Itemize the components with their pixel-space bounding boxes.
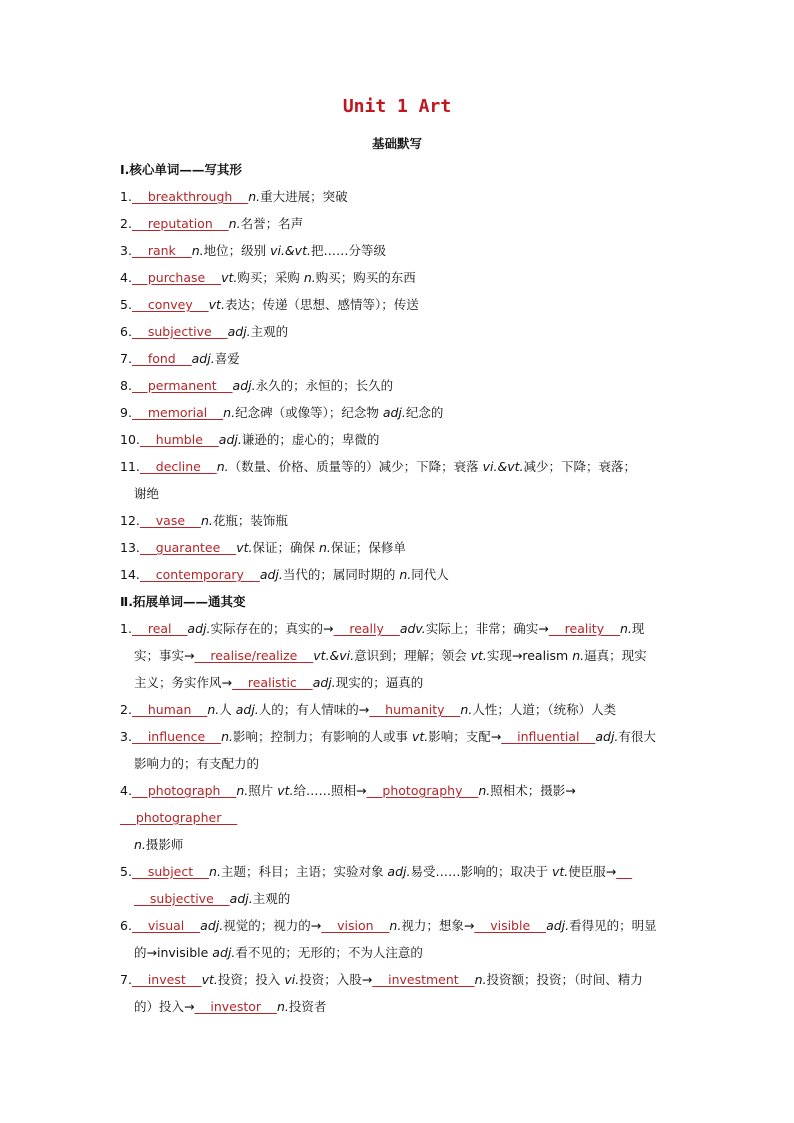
list-item: [120, 426, 680, 453]
part-of-speech: adj.: [546, 918, 570, 933]
definition-text: 影响力的；有支配力的: [134, 756, 260, 771]
list-item: [120, 534, 680, 561]
definition-text: 把……分等级: [310, 243, 386, 258]
item-number: 13.: [120, 540, 140, 555]
definition-text: 实际上；非常；确实→: [425, 621, 549, 636]
continuation-line: [120, 669, 680, 696]
part-of-speech: adj.: [229, 891, 253, 906]
part-of-speech: vi.&vt.: [270, 243, 311, 258]
definition-text: 现实的；逼真的: [335, 675, 424, 690]
definition-text: 同代人: [411, 567, 449, 582]
list-item: [120, 399, 680, 426]
item-number: 1.: [120, 621, 132, 636]
item-number: 14.: [120, 567, 140, 582]
definition-text: 看不见的；无形的；不为人注意的: [235, 945, 423, 960]
definition-text: 减少；下降；衰落；: [523, 459, 637, 474]
definition-text: 投资；入股→: [299, 972, 373, 987]
extended-words-list: [120, 615, 680, 1020]
part-of-speech: adj.: [232, 378, 256, 393]
list-item: [120, 777, 680, 858]
list-item: [120, 966, 680, 1020]
part-of-speech: n.: [223, 405, 236, 420]
definition-text: 人的；有人情味的→: [258, 702, 370, 717]
answer-blank: reputation: [131, 216, 229, 231]
item-number: 1.: [120, 189, 132, 204]
list-item: [120, 210, 680, 237]
answer-blank: subjective: [131, 324, 228, 339]
definition-text: 影响；控制力；有影响的人或事: [233, 729, 412, 744]
answer-blank: humanity: [369, 702, 461, 717]
list-item: [120, 453, 680, 507]
item-number: 3.: [120, 243, 132, 258]
part-of-speech: n.: [460, 702, 473, 717]
answer-blank: [616, 864, 632, 879]
part-of-speech: n.: [303, 270, 316, 285]
list-item: [120, 291, 680, 318]
item-number: 8.: [120, 378, 132, 393]
continuation-line: [120, 642, 680, 669]
answer-blank: memorial: [131, 405, 224, 420]
part-of-speech: adj.: [312, 675, 336, 690]
part-of-speech: n.: [200, 513, 213, 528]
definition-text: 保证；确保: [252, 540, 319, 555]
part-of-speech: vt.: [411, 729, 429, 744]
part-of-speech: n.: [134, 837, 146, 852]
definition-text: 逼真；现实: [584, 648, 647, 663]
part-of-speech: adj.: [259, 567, 283, 582]
definition-text: 照片: [248, 783, 278, 798]
item-number: 11.: [120, 459, 140, 474]
item-number: 6.: [120, 324, 132, 339]
definition-text: 购买；购买的东西: [315, 270, 416, 285]
definition-text: 看得见的；明显: [569, 918, 657, 933]
definition-text: 现: [631, 621, 645, 636]
list-item: [120, 237, 680, 264]
list-item: [120, 345, 680, 372]
part-of-speech: vt.: [277, 783, 294, 798]
answer-blank: real: [131, 621, 188, 636]
definition-text: 给……照相→: [293, 783, 367, 798]
definition-text: 视力；想象→: [401, 918, 475, 933]
definition-text: 投资额；投资；（时间、精力: [486, 972, 643, 987]
definition-text: 易受……影响的；取决于: [410, 864, 552, 879]
answer-blank: fond: [131, 351, 192, 366]
definition-text: 花瓶；装饰瓶: [212, 513, 288, 528]
definition-text: 实；事实→: [134, 648, 195, 663]
part-of-speech: adj.: [595, 729, 619, 744]
definition-text: 人性；人道；（统称）人类: [472, 702, 617, 717]
answer-blank: subject: [131, 864, 210, 879]
definition-text: 主观的: [252, 891, 291, 906]
definition-text: 影响；支配→: [428, 729, 502, 744]
core-words-list: [120, 183, 680, 588]
section-heading-core-words: Ⅰ.核心单词——写其形: [120, 162, 242, 177]
part-of-speech: adj.: [382, 405, 406, 420]
item-number: 4.: [120, 783, 132, 798]
part-of-speech: n.: [318, 540, 331, 555]
definition-text: 谦逊的；虚心的；卑微的: [241, 432, 380, 447]
answer-blank: influential: [501, 729, 596, 744]
list-item: [120, 507, 680, 534]
part-of-speech: n.: [209, 864, 221, 879]
definition-text: 视觉的；视力的→: [223, 918, 322, 933]
definition-text: 实际存在的；真实的→: [210, 621, 334, 636]
definition-text: 照相术；摄影→: [490, 783, 576, 798]
answer-blank: rank: [131, 243, 192, 258]
item-number: 10.: [120, 432, 140, 447]
answer-blank: humble: [139, 432, 219, 447]
part-of-speech: n.: [399, 567, 412, 582]
answer-blank: permanent: [131, 378, 233, 393]
definition-text: 永久的；永恒的；长久的: [255, 378, 394, 393]
list-item: [120, 723, 680, 777]
answer-blank: photographer: [120, 810, 238, 825]
list-item: [120, 615, 680, 696]
definition-text: 购买；采购: [237, 270, 304, 285]
part-of-speech: n.: [248, 189, 261, 204]
list-item: [120, 264, 680, 291]
definition-text: （数量、价格、质量等的）减少；下降；衰落: [228, 459, 483, 474]
part-of-speech: n.: [276, 999, 289, 1014]
list-item: [120, 696, 680, 723]
answer-blank: decline: [139, 459, 217, 474]
item-number: 4.: [120, 270, 132, 285]
part-of-speech: n.: [191, 243, 204, 258]
unit-title: Unit 1 Art: [342, 96, 452, 117]
definition-text: 摄影师: [145, 837, 184, 852]
definition-text: 投资者: [288, 999, 327, 1014]
list-item: [120, 912, 680, 966]
definition-text: 主观的: [250, 324, 289, 339]
part-of-speech: n.: [478, 783, 491, 798]
list-item: [120, 858, 680, 912]
definition-text: 保证；保修单: [330, 540, 406, 555]
definition-text: 重大进展；突破: [260, 189, 348, 204]
item-number: 3.: [120, 729, 132, 744]
part-of-speech: n.: [620, 621, 632, 636]
continuation-line: [120, 993, 680, 1020]
definition-text: 表达；传递（思想、感情等）；传送: [224, 297, 419, 312]
part-of-speech: n.: [236, 783, 249, 798]
part-of-speech: vt.: [551, 864, 569, 879]
definition-text: 纪念碑（或像等）；纪念物: [235, 405, 383, 420]
item-number: 2.: [120, 216, 132, 231]
part-of-speech: adj.: [212, 945, 236, 960]
definition-text: 当代的；属同时期的: [282, 567, 400, 582]
answer-blank: investment: [372, 972, 475, 987]
answer-blank: visible: [474, 918, 547, 933]
answer-blank: visual: [131, 918, 201, 933]
answer-blank: photograph: [131, 783, 237, 798]
answer-blank: vase: [139, 513, 201, 528]
item-number: 7.: [120, 351, 132, 366]
item-number: 2.: [120, 702, 132, 717]
part-of-speech: adj.: [187, 621, 211, 636]
subtitle: 基础默写: [371, 136, 422, 151]
answer-blank: subjective: [134, 891, 230, 906]
part-of-speech: vt.: [208, 297, 225, 312]
part-of-speech: n.: [207, 702, 220, 717]
list-item: [120, 183, 680, 210]
part-of-speech: adj.: [387, 864, 411, 879]
definition-text: 实现→realism: [486, 648, 573, 663]
part-of-speech: vi.&vt.: [482, 459, 524, 474]
part-of-speech: adj.: [200, 918, 224, 933]
item-number: 5.: [120, 297, 132, 312]
part-of-speech: adj.: [218, 432, 242, 447]
answer-blank: realise/realize: [194, 648, 314, 663]
definition-text: 有很大: [618, 729, 656, 744]
continuation-line: [120, 885, 680, 912]
part-of-speech: adj.: [235, 702, 259, 717]
definition-text: 的→invisible: [134, 945, 213, 960]
part-of-speech: vt.: [470, 648, 487, 663]
part-of-speech: vt.: [201, 972, 218, 987]
part-of-speech: adv.: [399, 621, 426, 636]
part-of-speech: n.: [572, 648, 585, 663]
definition-text: 地位；级别: [203, 243, 271, 258]
answer-blank: contemporary: [139, 567, 260, 582]
continuation-line: [120, 831, 680, 858]
definition-text: 投资；投入: [217, 972, 285, 987]
part-of-speech: n.: [389, 918, 402, 933]
list-item: [120, 561, 680, 588]
answer-blank: influence: [131, 729, 222, 744]
definition-text: 意识到；理解；领会: [354, 648, 471, 663]
answer-blank: photography: [366, 783, 479, 798]
answer-blank: breakthrough: [131, 189, 249, 204]
part-of-speech: vi.: [284, 972, 300, 987]
part-of-speech: vt.: [236, 540, 253, 555]
part-of-speech: adj.: [191, 351, 215, 366]
definition-text: 人: [219, 702, 236, 717]
part-of-speech: vt.: [221, 270, 238, 285]
definition-text: 的）投入→: [134, 999, 195, 1014]
list-item: [120, 372, 680, 399]
definition-text: 名誉；名声: [240, 216, 304, 231]
answer-blank: human: [131, 702, 208, 717]
answer-blank: guarantee: [139, 540, 237, 555]
part-of-speech: n.: [228, 216, 241, 231]
part-of-speech: vt.&vi.: [313, 648, 355, 663]
definition-text: 纪念的: [405, 405, 444, 420]
answer-blank: purchase: [131, 270, 222, 285]
part-of-speech: n.: [216, 459, 229, 474]
definition-text: 主题；科目；主语；实验对象: [220, 864, 388, 879]
definition-text: 主义；务实作风→: [134, 675, 232, 690]
continuation-line: [120, 750, 680, 777]
answer-blank: reality: [548, 621, 620, 636]
part-of-speech: n.: [474, 972, 487, 987]
item-number: 5.: [120, 864, 132, 879]
part-of-speech: n.: [221, 729, 233, 744]
definition-text: 谢绝: [134, 486, 160, 501]
item-number: 7.: [120, 972, 132, 987]
answer-blank: convey: [131, 297, 209, 312]
item-number: 6.: [120, 918, 132, 933]
list-item: [120, 318, 680, 345]
item-number: 9.: [120, 405, 132, 420]
worksheet-content: [120, 156, 680, 1020]
answer-blank: realistic: [231, 675, 313, 690]
continuation-line: [120, 939, 680, 966]
answer-blank: invest: [131, 972, 202, 987]
definition-text: 喜爱: [214, 351, 240, 366]
answer-blank: investor: [194, 999, 277, 1014]
item-number: 12.: [120, 513, 140, 528]
section-heading-extended-words: Ⅱ.拓展单词——通其变: [120, 594, 246, 609]
answer-blank: vision: [321, 918, 390, 933]
answer-blank: really: [333, 621, 400, 636]
part-of-speech: adj.: [227, 324, 251, 339]
definition-text: 使臣服→: [568, 864, 617, 879]
